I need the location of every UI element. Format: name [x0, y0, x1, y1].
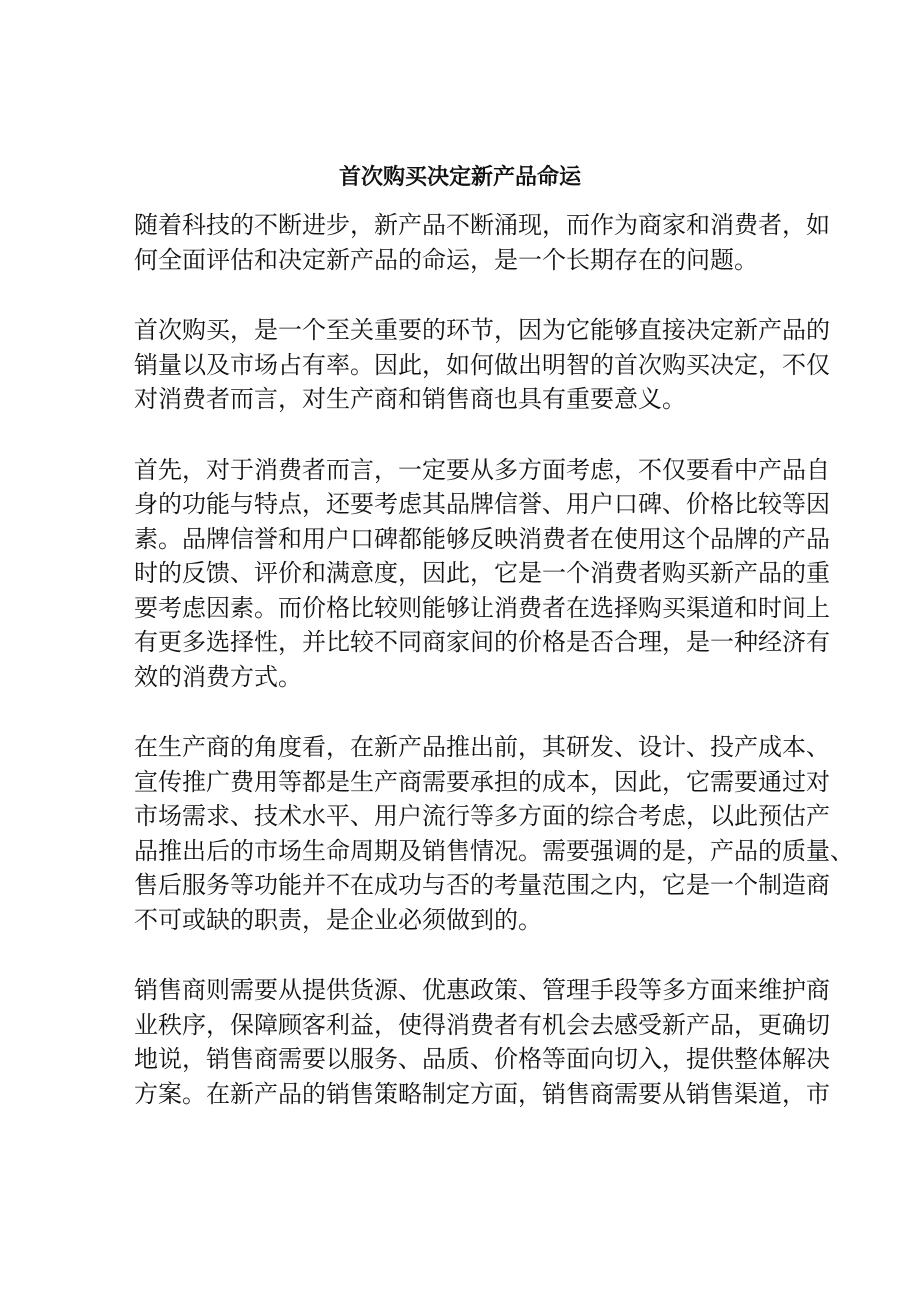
text-line: 要考虑因素。而价格比较则能够让消费者在选择购买渠道和时间上	[134, 593, 830, 622]
text-line: 随着科技的不断进步，新产品不断涌现，而作为商家和消费者，如	[134, 211, 830, 239]
text-line: 销售商则需要从提供货源、优惠政策、管理手段等多方面来维护商	[134, 976, 830, 1004]
text-line: 不可或缺的职责，是企业必须做到的。	[134, 905, 542, 934]
paragraph-2	[134, 313, 830, 417]
text-line: 时的反馈、评价和满意度，因此，它是一个消费者购买新产品的重	[134, 559, 830, 587]
text-line: 有更多选择性，并比较不同商家间的价格是否合理，是一种经济有	[134, 628, 830, 656]
text-line: 品推出后的市场生命周期及销售情况。需要强调的是，产品的质量、	[134, 836, 854, 865]
text-line: 身的功能与特点，还要考虑其品牌信誉、用户口碑、价格比较等因	[134, 490, 830, 518]
paragraph-1	[134, 208, 830, 277]
text-line: 对消费者而言，对生产商和销售商也具有重要意义。	[134, 385, 686, 413]
text-line: 销量以及市场占有率。因此，如何做出明智的首次购买决定，不仅	[134, 350, 830, 379]
text-line: 售后服务等功能并不在成功与否的考量范围之内，它是一个制造商	[134, 871, 830, 899]
text-line: 素。品牌信誉和用户口碑都能够反映消费者在使用这个品牌的产品	[134, 524, 830, 553]
paragraph-4	[134, 730, 854, 937]
text-line: 方案。在新产品的销售策略制定方面，销售商需要从销售渠道，市	[134, 1079, 830, 1108]
text-line: 何全面评估和决定新产品的命运，是一个长期存在的问题。	[134, 245, 758, 274]
text-line: 市场需求、技术水平、用户流行等多方面的综合考虑，以此预估产	[134, 802, 830, 830]
text-line: 在生产商的角度看，在新产品推出前，其研发、设计、投产成本、	[134, 733, 830, 761]
document-body	[134, 208, 854, 1147]
text-line: 地说，销售商需要以服务、品质、价格等面向切入，提供整体解决	[134, 1045, 830, 1073]
text-line: 业秩序，保障顾客利益，使得消费者有机会去感受新产品，更确切	[134, 1010, 830, 1039]
paragraph-3	[134, 453, 830, 695]
text-line: 效的消费方式。	[134, 662, 302, 691]
document-title: 首次购买决定新产品命运	[338, 164, 581, 190]
text-line: 首次购买，是一个至关重要的环节，因为它能够直接决定新产品的	[134, 316, 830, 344]
text-line: 首先，对于消费者而言，一定要从多方面考虑，不仅要看中产品自	[134, 455, 830, 484]
text-line: 宣传推广费用等都是生产商需要承担的成本，因此，它需要通过对	[134, 767, 830, 796]
paragraph-5	[134, 973, 830, 1111]
